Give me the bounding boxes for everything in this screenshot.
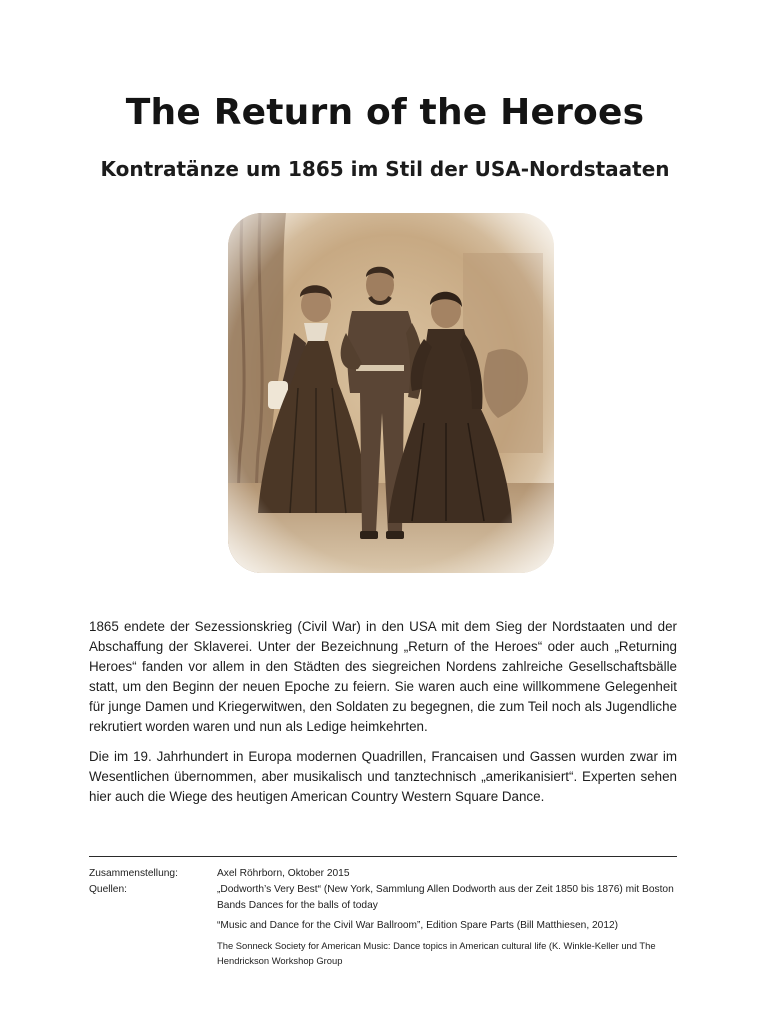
- compiled-label: Zusammenstellung:: [89, 868, 178, 879]
- sources-row: [89, 882, 679, 972]
- historic-photograph: [228, 213, 554, 573]
- sources-label: Quellen:: [89, 884, 127, 895]
- document-subtitle: Kontratänze um 1865 im Stil der USA-Nordstaaten: [100, 157, 670, 181]
- source-item: „Dodworth’s Very Best“ (New York, Sammlung Allen Dodworth aus der Zeit 1850 bis 1876) mit Boston Bands Dances for the balls of today: [217, 884, 674, 911]
- footer-credits: [89, 866, 679, 972]
- document-title: The Return of the Heroes: [125, 92, 645, 133]
- paragraph-2: Die im 19. Jahrhundert in Europa modernen Quadrillen, Francaisen und Gassen wurden zwar im Wesentlichen übernommen, aber musikalisch und tanztechnisch „amerikanisiert“. Experten sehen hier auch die Wiege des heutigen American Country Western Square Dance.: [89, 749, 677, 804]
- paragraph-1: 1865 endete der Sezessionskrieg (Civil War) in den USA mit dem Sieg der Nordstaaten und der Abschaffung der Sklaverei. Unter der Bezeichnung „Return of the Heroes“ oder auch „Returning Heroes“ fanden vor allem in den Städten des siegreichen Nordens zahlreiche Gesellschaftsbälle statt, um den Beginn der neuen Epoche zu feiern. Sie waren auch eine willkommene Gelegenheit für junge Damen und Kriegerwitwen, den Soldaten zu begegnen, die zum Teil noch als Jugendliche rekrutiert worden waren und nun als Ledige heimkehrten.: [89, 619, 677, 734]
- source-item: The Sonneck Society for American Music: Dance topics in American cultural life (K. Winkle-Keller und The Hendrickson Workshop Group: [217, 940, 656, 966]
- sources-list: [217, 882, 679, 972]
- source-item: “Music and Dance for the Civil War Ballroom”, Edition Spare Parts (Bill Matthiesen, 2012): [217, 920, 619, 931]
- compiled-row: [89, 866, 679, 882]
- body-text: [89, 617, 677, 817]
- compiled-value: Axel Röhrborn, Oktober 2015: [217, 868, 350, 879]
- footer-divider: [89, 856, 677, 857]
